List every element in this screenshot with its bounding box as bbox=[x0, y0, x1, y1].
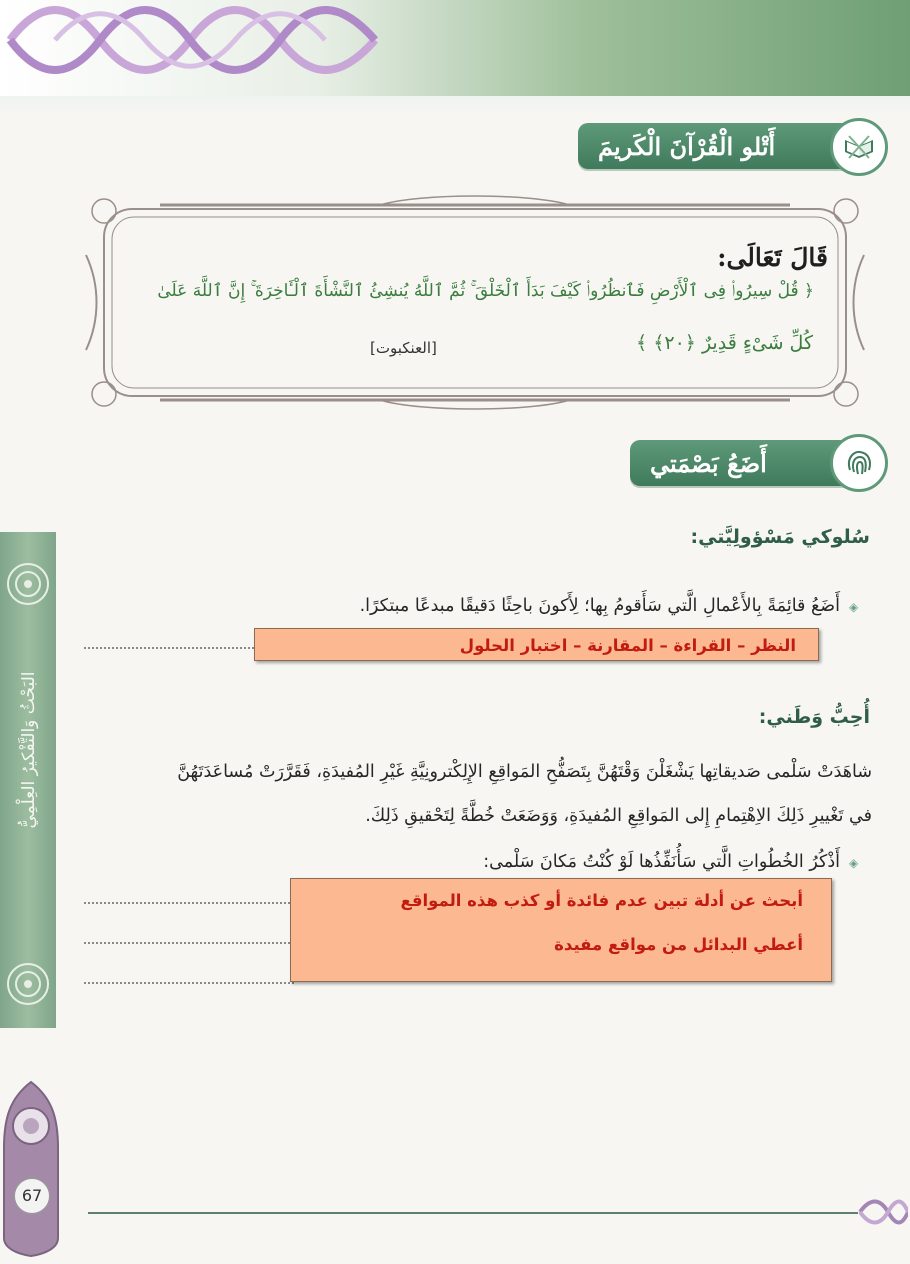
verse-frame bbox=[80, 195, 870, 410]
homeland-prompt: أَذْكُرُ الخُطُواتِ الَّتي سَأُنَفِّذُها لَوْ كُنْتُ مَكانَ سَلْمى: bbox=[483, 852, 840, 872]
sidebar-bottom-ornament bbox=[4, 960, 52, 1008]
answer-line bbox=[84, 982, 294, 984]
quran-icon bbox=[830, 118, 888, 176]
homeland-answer-line-2: أعطي البدائل من مواقع مفيدة bbox=[554, 935, 803, 954]
recite-heading-text: أَتْلو الْقُرْآنَ الْكَريمَ bbox=[598, 131, 776, 161]
homeland-heading: أُحِبُّ وَطَني: bbox=[758, 706, 870, 728]
homeland-answer-line-1: أبحث عن أدلة تبين عدم فائدة أو كذب هذه المواقع bbox=[400, 891, 803, 910]
bullet-icon: ◈ bbox=[849, 856, 859, 870]
chain-ornament bbox=[0, 0, 390, 80]
mark-heading-text: أَضَعُ بَصْمَتي bbox=[650, 448, 767, 478]
footer-chain-ornament bbox=[858, 1198, 908, 1226]
behavior-prompt: أَضَعُ قائِمَةً بِالأَعْمالِ الَّتي سَأَقومُ بِها؛ لِأَكونَ باحِثًا دَقيقًا مبدعًا مبتكرًا. bbox=[359, 596, 840, 616]
verse-line-2: كُلِّ شَىْءٍ قَدِيرٌ ﴿٢٠﴾ ﴾ bbox=[636, 332, 813, 354]
behavior-heading: سُلوكي مَسْؤولِيَّتي: bbox=[690, 526, 870, 548]
homeland-paragraph-line-2: في تَغْييرِ ذَلِكَ الاِهْتِمامِ إِلى المَواقِعِ المُفيدَةِ، وَوَضَعَتْ خُطَّةً لِتَحْقيقِ ذَلِكَ. bbox=[365, 806, 872, 826]
answer-line bbox=[84, 647, 254, 649]
recite-heading bbox=[578, 123, 854, 169]
homeland-paragraph-line-1: شاهَدَتْ سَلْمى صَديقاتِها يَشْغَلْنَ وَقْتَهُنَّ بِتَصَفُّحِ المَواقِعِ الإِلِكْترونِيَّةِ غَيْرِ المُفيدَةِ، فَقَرَّرَتْ مُساعَدَتَهُنَّ bbox=[177, 762, 872, 782]
page-medallion bbox=[0, 1078, 62, 1258]
verse-reference: [العنكبوت] bbox=[370, 339, 437, 357]
verse-intro: قَالَ تَعَالَى: bbox=[717, 243, 828, 272]
bullet-icon: ◈ bbox=[849, 600, 859, 614]
homeland-answer bbox=[290, 878, 832, 982]
behavior-answer bbox=[254, 628, 819, 661]
verse-line-1: ﴿ قُلْ سِيرُوا۟ فِى ٱلْأَرْضِ فَٱنظُرُوا۟ كَيْفَ بَدَأَ ٱلْخَلْقَ ۚ ثُمَّ ٱللَّهُ يُنشِئُ ٱلنَّشْأَةَ ٱلْـَٔاخِرَةَ ۚ إِنَّ ٱللَّهَ عَلَىٰ bbox=[157, 281, 814, 301]
behavior-answer-text: النظر – القراءة – المقارنة – اختبار الحلول bbox=[459, 636, 796, 655]
answer-line bbox=[84, 942, 294, 944]
top-banner-fade bbox=[0, 96, 910, 118]
answer-line bbox=[84, 902, 294, 904]
unit-title-text: البَحْثُ وَالتَّفْكيرُ العِلْمِيُّ bbox=[19, 671, 39, 829]
fingerprint-icon bbox=[830, 434, 888, 492]
mark-heading bbox=[630, 440, 854, 486]
footer-rule bbox=[88, 1212, 858, 1214]
page-number: 67 bbox=[14, 1178, 50, 1214]
unit-title bbox=[4, 600, 52, 900]
